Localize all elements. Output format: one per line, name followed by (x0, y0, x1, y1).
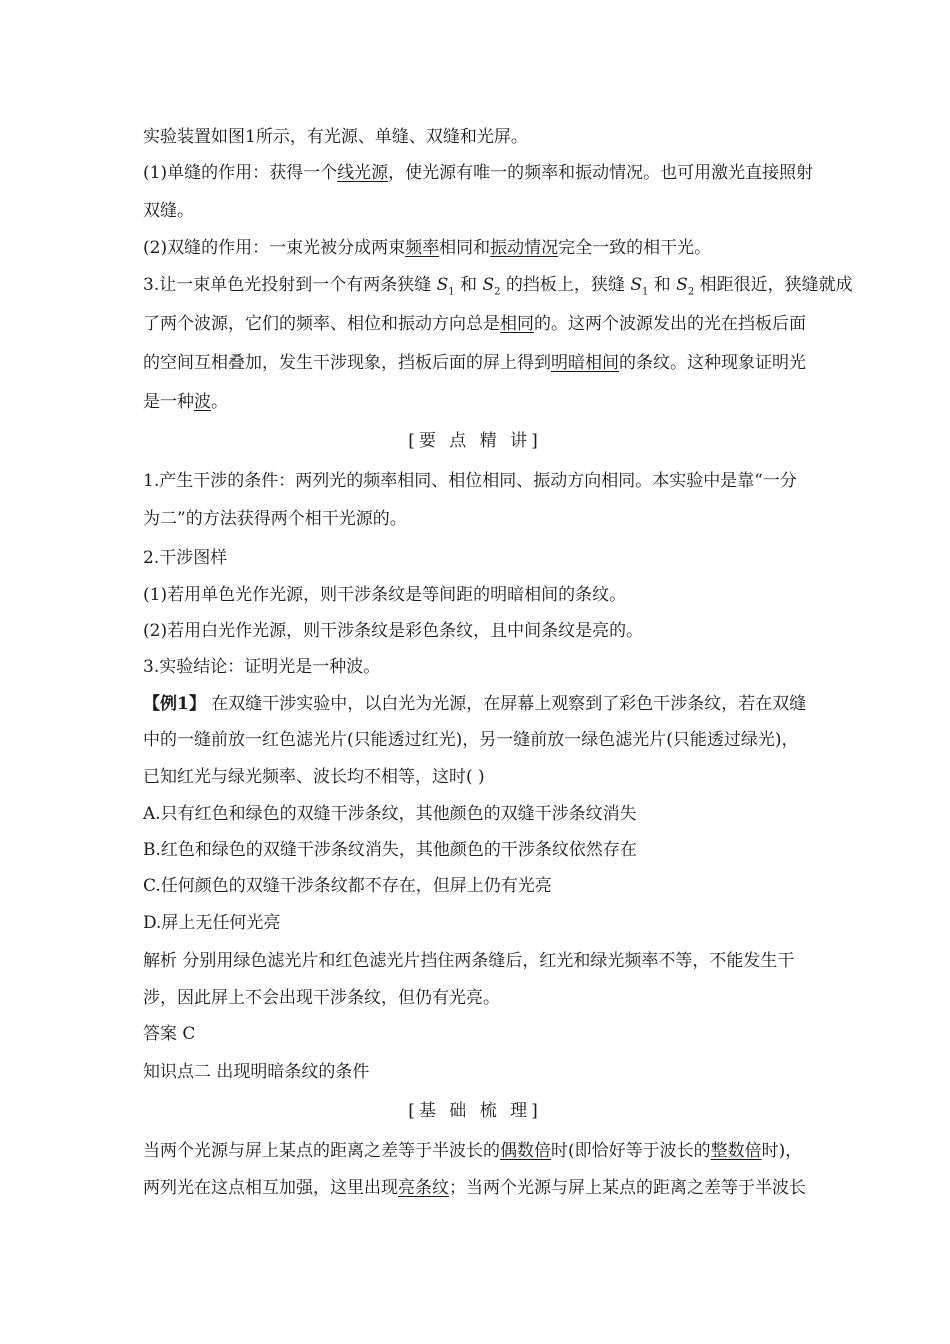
symbol-subscript: 1 (448, 286, 455, 298)
text-run: 的空间互相叠加，发生干涉现象，挡板后面的屏上得到 (143, 353, 551, 373)
symbol-subscript: 2 (494, 286, 501, 298)
underlined-answer: 明暗相间 (551, 353, 619, 373)
text-line (143, 547, 823, 569)
text-run: 2.干涉图样 (143, 548, 228, 568)
slit-symbol (482, 275, 501, 298)
text-line (143, 508, 823, 530)
text-line (143, 729, 823, 751)
text-line (143, 237, 823, 259)
underlined-answer: 整数倍 (710, 1141, 762, 1161)
text-run: 了两个波源，它们的频率、相位和振动方向总是 (143, 314, 500, 334)
text-run: 当两个光源与屏上某点的距离之差等于半波长的 (143, 1141, 500, 1161)
symbol-subscript: 1 (641, 286, 649, 298)
text-run: 相同和 (439, 238, 491, 258)
text-run: 1.产生干涉的条件：两列光的频率相同、相位相同、振动方向相同。本实验中是靠“一分 (143, 471, 797, 491)
text-run: (2)若用白光作光源，则干涉条纹是彩色条纹，且中间条纹是亮的。 (143, 621, 644, 641)
text-line (143, 274, 853, 303)
text-run: 和 (648, 275, 677, 295)
text-run: 知识点二 出现明暗条纹的条件 (143, 1062, 370, 1082)
text-line (143, 1177, 823, 1199)
text-line (143, 987, 823, 1009)
text-run: 中的一缝前放一红色滤光片(只能透过红光)，另一缝前放一绿色滤光片(只能透过绿光)， (143, 730, 799, 750)
text-run: 3.让一束单色光投射到一个有两条狭缝 (143, 275, 437, 295)
text-run: 和 (454, 275, 483, 295)
text-run: ，使光源有唯一的频率和振动情况。也可用激光直接照射 (388, 163, 814, 183)
symbol-letter: S (676, 275, 688, 295)
text-run: 解析 分别用绿色滤光片和红色滤光片挡住两条缝后，红光和绿光频率不等，不能发生干 (143, 951, 795, 971)
text-run: D.屏上无任何光亮 (143, 913, 281, 933)
text-run: A.只有红色和绿色的双缝干涉条纹，其他颜色的双缝干涉条纹消失 (143, 804, 637, 824)
underlined-answer: 振动情况 (490, 238, 559, 258)
text-line (143, 470, 823, 492)
underlined-answer: 偶数倍 (500, 1141, 551, 1161)
text-run: [要 点 精 讲] (408, 431, 542, 451)
text-line (143, 1140, 823, 1162)
text-line (143, 313, 823, 335)
symbol-subscript: 2 (687, 286, 695, 298)
text-run: C.任何颜色的双缝干涉条纹都不存在，但屏上仍有光亮 (143, 876, 552, 896)
text-run: 在双缝干涉实验中，以白光为光源，在屏幕上观察到了彩色干涉条纹，若在双缝 (205, 694, 807, 714)
text-line (143, 656, 823, 678)
text-run: 两列光在这点相互加强，这里出现 (143, 1178, 398, 1198)
text-line (143, 693, 823, 715)
text-run: (1)单缝的作用：获得一个 (143, 163, 338, 183)
text-run: (2)双缝的作用：一束光被分成两束 (143, 238, 406, 258)
text-run: [基 础 梳 理] (408, 1101, 542, 1121)
text-run: 的。这两个波源发出的光在挡板后面 (534, 314, 806, 334)
text-line (143, 803, 823, 825)
text-run: 时)， (761, 1141, 803, 1161)
text-run: 时(即恰好等于波长的 (551, 1141, 711, 1161)
underlined-answer: 相同 (500, 314, 534, 334)
slit-symbol (630, 275, 649, 298)
symbol-letter: S (436, 275, 449, 295)
text-run: 答案 C (143, 1024, 196, 1044)
slit-symbol (436, 275, 455, 298)
text-line (143, 912, 823, 934)
text-run: 双缝。 (143, 201, 194, 221)
text-run: 实验装置如图1所示，有光源、单缝、双缝和光屏。 (143, 127, 528, 147)
text-run: 相距很近，狭缝就成 (694, 275, 853, 295)
text-line (143, 1061, 823, 1083)
text-run: B.红色和绿色的双缝干涉条纹消失，其他颜色的干涉条纹依然存在 (143, 840, 637, 860)
text-line (143, 875, 823, 897)
text-line (143, 1023, 823, 1045)
slit-symbol (676, 275, 695, 298)
symbol-letter: S (630, 275, 642, 295)
text-run: 为二”的方法获得两个相干光源的。 (143, 509, 407, 529)
text-run: 已知红光与绿光频率、波长均不相等，这时( ) (143, 767, 485, 787)
text-line (143, 584, 823, 606)
text-line (143, 950, 823, 972)
text-line (143, 200, 823, 222)
text-run: 是一种 (143, 392, 194, 412)
text-line (143, 352, 823, 374)
text-run: (1)若用单色光作光源，则干涉条纹是等间距的明暗相间的条纹。 (143, 585, 627, 605)
text-line (143, 391, 823, 413)
underlined-answer: 线光源 (337, 163, 389, 183)
text-run: ；当两个光源与屏上某点的距离之差等于半波长 (449, 1178, 806, 1198)
text-run: 完全一致的相干光。 (558, 238, 712, 258)
text-run: 。 (211, 392, 228, 412)
underlined-answer: 频率 (405, 238, 440, 258)
text-line (143, 162, 823, 184)
text-line (143, 620, 823, 642)
section-heading (0, 1100, 950, 1122)
text-line (143, 126, 823, 148)
text-line (143, 766, 823, 788)
underlined-answer: 亮条纹 (398, 1178, 449, 1198)
text-run: 3.实验结论：证明光是一种波。 (143, 657, 381, 677)
section-heading (0, 430, 950, 452)
underlined-answer: 波 (194, 392, 211, 412)
text-run: 的条纹。这种现象证明光 (619, 353, 806, 373)
text-line (143, 839, 823, 861)
text-run: 涉，因此屏上不会出现干涉条纹，但仍有光亮。 (143, 988, 500, 1008)
symbol-letter: S (482, 275, 495, 295)
example-label: 【例1】 (143, 694, 206, 714)
text-run: 的挡板上，狭缝 (500, 275, 631, 295)
